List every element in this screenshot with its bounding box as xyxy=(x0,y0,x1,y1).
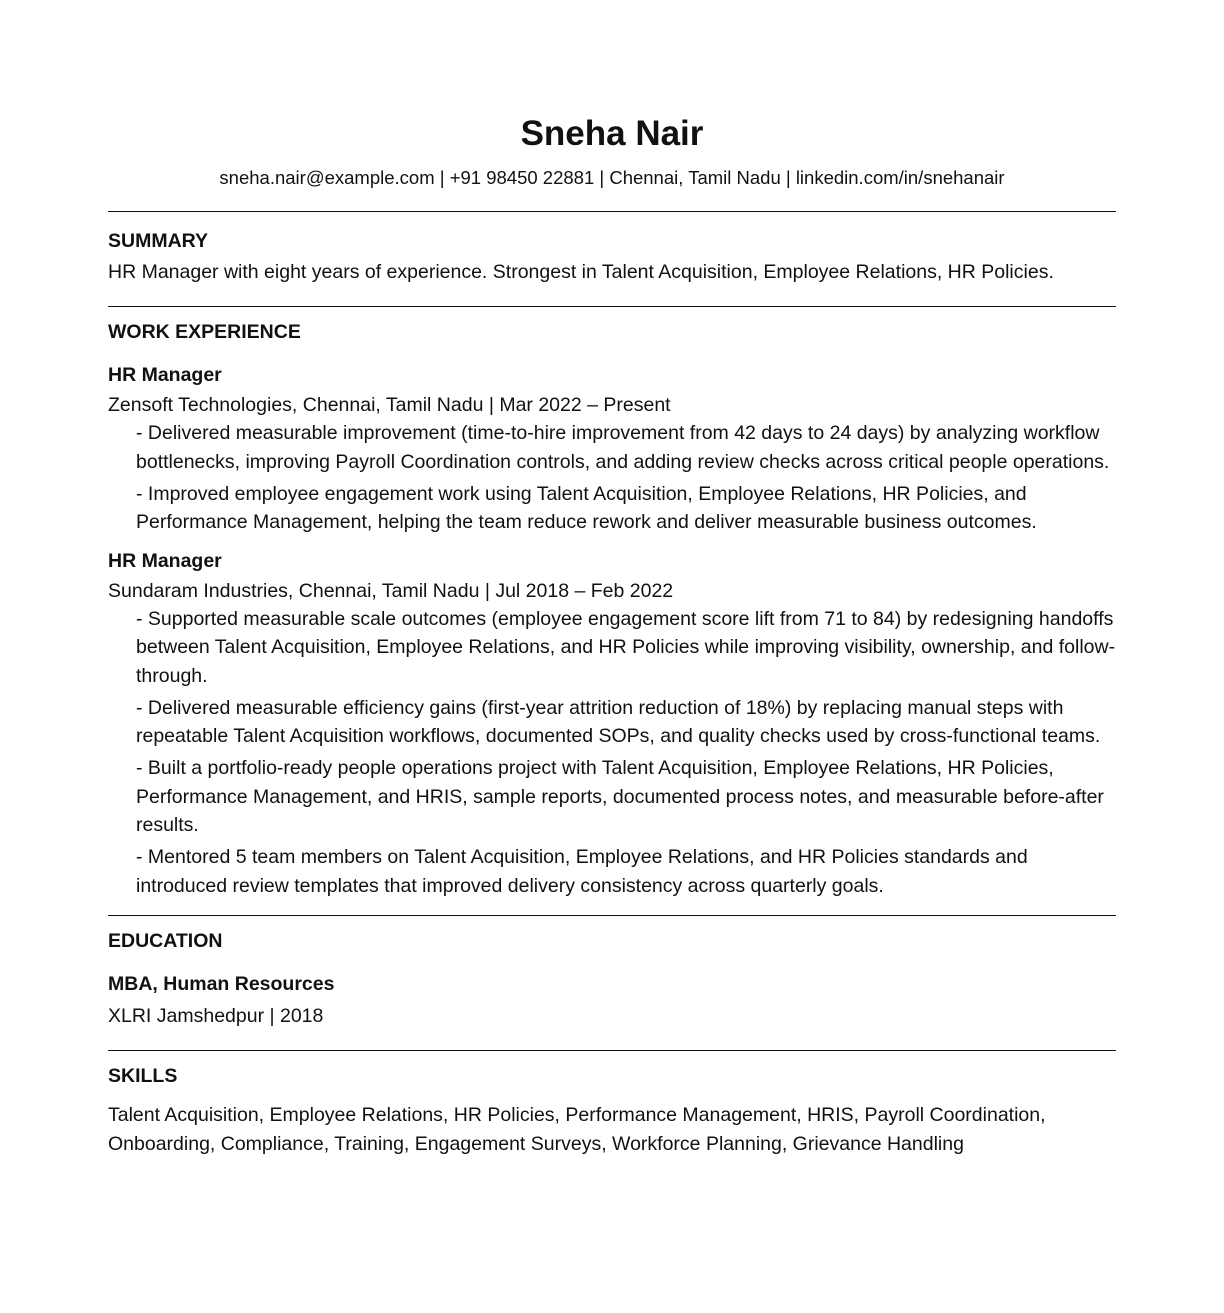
contact-line: sneha.nair@example.com | +91 98450 22881 | Chennai, Tamil Nadu | linkedin.com/in/snehanair xyxy=(219,167,1005,188)
job-bullet: - Improved employee engagement work using Talent Acquisition, Employee Relations, HR Policies, and Performance Management, helping the team reduce rework and deliver measurable business outcomes. xyxy=(136,480,1116,537)
job-bullet: - Built a portfolio-ready people operations project with Talent Acquisition, Employee Relations, HR Policies, Performance Management, and HRIS, sample reports, documented process notes, and measurable before-after results. xyxy=(136,754,1116,840)
degree-title: MBA, Human Resources xyxy=(108,973,335,995)
job-bullets xyxy=(108,605,1116,901)
job-bullets xyxy=(108,419,1116,537)
summary-heading: SUMMARY xyxy=(108,230,209,252)
job-meta: Zensoft Technologies, Chennai, Tamil Nadu | Mar 2022 – Present xyxy=(108,394,671,416)
divider xyxy=(108,211,1116,212)
job-bullet: - Delivered measurable improvement (time-to-hire improvement from 42 days to 24 days) by analyzing workflow bottlenecks, improving Payroll Coordination controls, and adding review checks across critical people operations. xyxy=(136,419,1116,476)
divider xyxy=(108,915,1116,916)
job-bullet: - Mentored 5 team members on Talent Acquisition, Employee Relations, and HR Policies standards and introduced review templates that improved delivery consistency across quarterly goals. xyxy=(136,843,1116,900)
job-title: HR Manager xyxy=(108,549,222,572)
job-meta: Sundaram Industries, Chennai, Tamil Nadu | Jul 2018 – Feb 2022 xyxy=(108,579,674,602)
skills-list: Talent Acquisition, Employee Relations, HR Policies, Performance Management, HRIS, Payroll Coordination, Onboarding, Compliance, Training, Engagement Surveys, Workforce Planning, Grievance Handling xyxy=(108,1104,1046,1155)
job-bullet: - Delivered measurable efficiency gains (first-year attrition reduction of 18%) by replacing manual steps with repeatable Talent Acquisition workflows, documented SOPs, and quality checks used by cross-functional teams. xyxy=(136,694,1116,751)
skills-heading: SKILLS xyxy=(108,1065,178,1087)
job-entry xyxy=(108,547,1116,901)
school-line: XLRI Jamshedpur | 2018 xyxy=(108,1005,324,1027)
job-title: HR Manager xyxy=(108,364,222,386)
job-bullet: - Supported measurable scale outcomes (employee engagement score lift from 71 to 84) by redesigning handoffs between Talent Acquisition, Employee Relations, and HR Policies while improving visibility, ownership, and follow-through. xyxy=(136,605,1116,691)
divider xyxy=(108,1050,1116,1051)
summary-text: HR Manager with eight years of experience. Strongest in Talent Acquisition, Employee Relations, HR Policies. xyxy=(108,261,1054,283)
education-heading: EDUCATION xyxy=(108,930,223,952)
candidate-name: Sneha Nair xyxy=(520,114,704,153)
work-experience-heading: WORK EXPERIENCE xyxy=(108,321,301,343)
job-entry xyxy=(108,361,1116,537)
divider xyxy=(108,306,1116,307)
